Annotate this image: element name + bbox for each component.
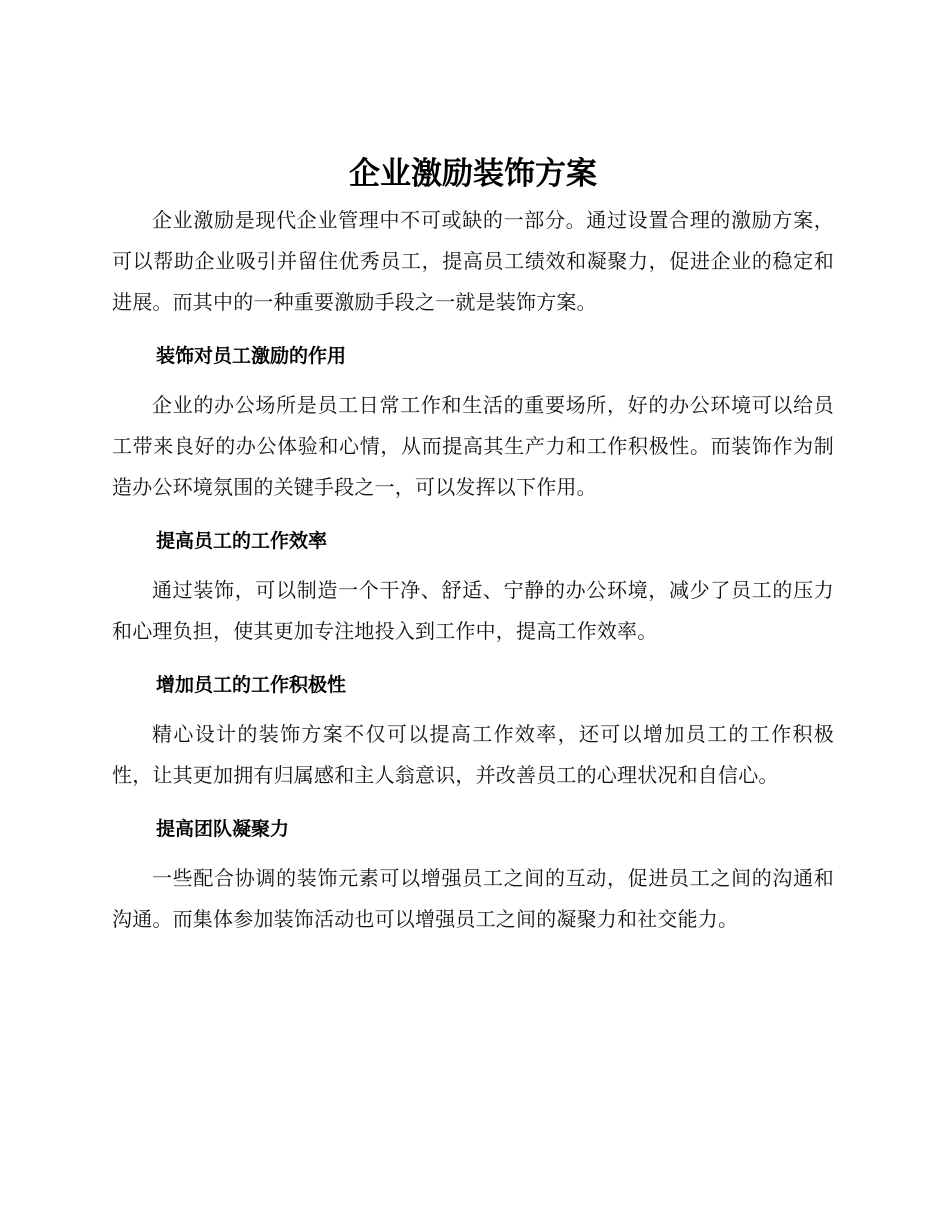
document-page: [112, 148, 834, 940]
paragraph-efficiency: 通过装饰，可以制造一个干净、舒适、宁静的办公环境，减少了员工的压力和心理负担，使其更加专注地投入到工作中，提高工作效率。: [112, 578, 834, 643]
paragraph-motivation: 精心设计的装饰方案不仅可以提高工作效率，还可以增加员工的工作积极性，让其更加拥有归属感和主人翁意识，并改善员工的心理状况和自信心。: [112, 722, 834, 787]
section-heading-decoration-role: 装饰对员工激励的作用: [156, 345, 347, 367]
paragraph-intro: 企业激励是现代企业管理中不可或缺的一部分。通过设置合理的激励方案，可以帮助企业吸引并留住优秀员工，提高员工绩效和凝聚力，促进企业的稳定和进展。而其中的一种重要激励手段之一就是装饰方案。: [112, 208, 834, 314]
section-heading-cohesion: 提高团队凝聚力: [156, 818, 290, 840]
paragraph-decoration-role: 企业的办公场所是员工日常工作和生活的重要场所，好的办公环境可以给员工带来良好的办公体验和心情，从而提高其生产力和工作积极性。而装饰作为制造办公环境氛围的关键手段之一，可以发挥以下作用。: [112, 393, 834, 499]
section-heading-motivation: 增加员工的工作积极性: [156, 674, 347, 696]
paragraph-cohesion: 一些配合协调的装饰元素可以增强员工之间的互动，促进员工之间的沟通和沟通。而集体参加装饰活动也可以增强员工之间的凝聚力和社交能力。: [112, 866, 834, 931]
section-heading-efficiency: 提高员工的工作效率: [156, 530, 328, 552]
document-title: 企业激励装饰方案: [349, 156, 597, 192]
